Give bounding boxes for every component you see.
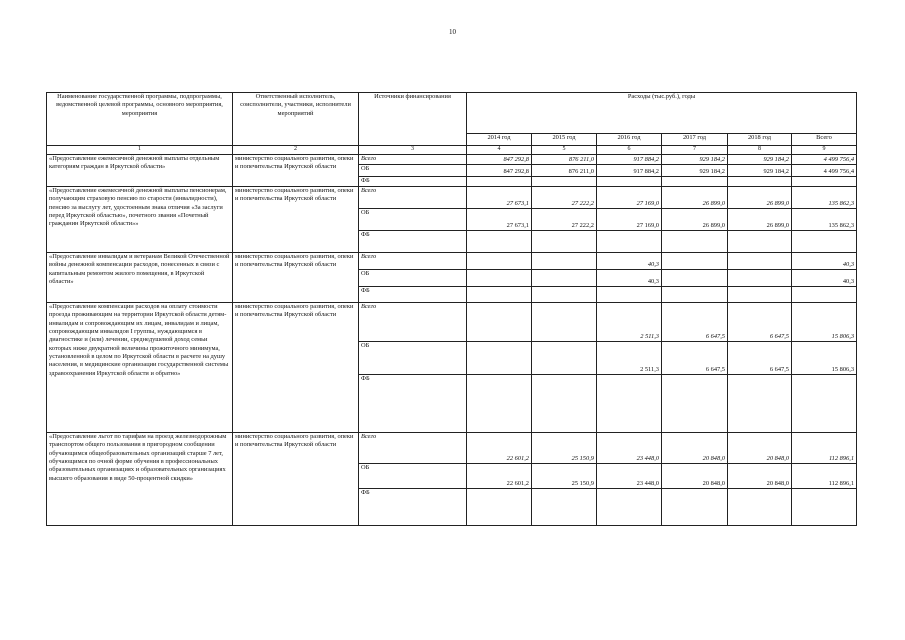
total-value: 40,3 <box>597 253 662 270</box>
total-value <box>467 253 532 270</box>
header-executor: Ответственный исполнитель, соисполнители, участники, исполнители мероприятий <box>233 93 359 146</box>
source-total: Всего <box>359 433 467 464</box>
source-ob: ОБ <box>359 270 467 287</box>
total-value: 929 184,2 <box>662 155 728 165</box>
header-source: Источники финансирования <box>359 93 467 146</box>
ob-value: 20 848,0 <box>728 464 792 489</box>
table-row <box>47 155 857 165</box>
program-name: «Предоставление инвалидам и ветеранам Великой Отечественной войны денежной компенсации расходов, понесенных в связи с капитальным ремонтом жилого помещения, в Иркутской области» <box>47 253 233 303</box>
header-year: 2017 год <box>662 134 728 146</box>
ob-value <box>728 270 792 287</box>
executor: министерство социального развития, опеки и попечительства Иркутской области <box>233 187 359 253</box>
col-number: 7 <box>662 146 728 155</box>
ob-value: 15 806,3 <box>792 342 857 375</box>
ob-value: 25 150,9 <box>532 464 597 489</box>
ob-value <box>467 342 532 375</box>
ob-value: 6 647,5 <box>662 342 728 375</box>
ob-value: 4 499 756,4 <box>792 165 857 177</box>
source-total: Всего <box>359 155 467 165</box>
ob-value: 22 601,2 <box>467 464 532 489</box>
total-value: 876 211,0 <box>532 155 597 165</box>
executor: министерство социального развития, опеки и попечительства Иркутской области <box>233 433 359 526</box>
ob-value <box>467 270 532 287</box>
total-value: 929 184,2 <box>728 155 792 165</box>
total-value: 27 222,2 <box>532 187 597 209</box>
ob-value: 929 184,2 <box>662 165 728 177</box>
ob-value: 27 222,2 <box>532 209 597 231</box>
ob-value: 2 511,3 <box>597 342 662 375</box>
ob-value: 929 184,2 <box>728 165 792 177</box>
source-total: Всего <box>359 303 467 342</box>
total-value: 23 448,0 <box>597 433 662 464</box>
col-number: 5 <box>532 146 597 155</box>
total-value: 6 647,5 <box>728 303 792 342</box>
col-number: 6 <box>597 146 662 155</box>
header-year: 2014 год <box>467 134 532 146</box>
ob-value: 20 848,0 <box>662 464 728 489</box>
source-ob: ОБ <box>359 342 467 375</box>
program-name: «Предоставление компенсации расходов на оплату стоимости проезда проживающим на территории Иркутской области детям-инвалидам и сопровождающим их лицам, инвалидам и лицам, сопровождающим инвалидов I группы, нуждающимся в диагностике и (или) лечении, среднедушевой доход семьи которых ниже двукратной величины прожиточного минимума, установленной в целом по Иркутской области в расчете на душу населения, в медицинские организации государственной системы здравоохранения Иркутской области и обратно» <box>47 303 233 433</box>
total-value <box>728 253 792 270</box>
source-fb: ФБ <box>359 489 467 526</box>
total-value: 20 848,0 <box>728 433 792 464</box>
total-value: 20 848,0 <box>662 433 728 464</box>
total-value: 15 806,3 <box>792 303 857 342</box>
ob-value: 27 673,1 <box>467 209 532 231</box>
ob-value <box>532 342 597 375</box>
executor: министерство социального развития, опеки и попечительства Иркутской области <box>233 155 359 187</box>
ob-value: 26 899,0 <box>728 209 792 231</box>
ob-value <box>662 270 728 287</box>
ob-value: 6 647,5 <box>728 342 792 375</box>
header-total: Всего <box>792 134 857 146</box>
total-value: 27 169,0 <box>597 187 662 209</box>
header-name: Наименование государственной программы, подпрограммы, ведомственной целевой программы, основного мероприятия, мероприятия <box>47 93 233 146</box>
ob-value: 876 211,0 <box>532 165 597 177</box>
total-value: 26 899,0 <box>728 187 792 209</box>
source-fb: ФБ <box>359 287 467 303</box>
ob-value: 40,3 <box>597 270 662 287</box>
budget-table <box>46 92 857 526</box>
header-year: 2015 год <box>532 134 597 146</box>
source-fb: ФБ <box>359 177 467 187</box>
col-number: 3 <box>359 146 467 155</box>
total-value: 25 150,9 <box>532 433 597 464</box>
total-value <box>662 253 728 270</box>
total-value: 4 499 756,4 <box>792 155 857 165</box>
ob-value: 917 884,2 <box>597 165 662 177</box>
col-number: 2 <box>233 146 359 155</box>
source-fb: ФБ <box>359 375 467 433</box>
ob-value: 40,3 <box>792 270 857 287</box>
total-value: 22 601,2 <box>467 433 532 464</box>
total-value: 135 862,3 <box>792 187 857 209</box>
source-ob: ОБ <box>359 209 467 231</box>
header-year: 2018 год <box>728 134 792 146</box>
total-value <box>532 253 597 270</box>
col-number: 4 <box>467 146 532 155</box>
table-row <box>47 433 857 464</box>
total-value: 2 511,3 <box>597 303 662 342</box>
ob-value: 135 862,3 <box>792 209 857 231</box>
total-value <box>532 303 597 342</box>
source-total: Всего <box>359 253 467 270</box>
total-value: 847 292,8 <box>467 155 532 165</box>
ob-value: 27 169,0 <box>597 209 662 231</box>
total-value: 40,3 <box>792 253 857 270</box>
col-number: 9 <box>792 146 857 155</box>
ob-value: 112 896,1 <box>792 464 857 489</box>
total-value: 6 647,5 <box>662 303 728 342</box>
total-value: 112 896,1 <box>792 433 857 464</box>
total-value: 27 673,1 <box>467 187 532 209</box>
ob-value: 847 292,8 <box>467 165 532 177</box>
source-fb: ФБ <box>359 231 467 253</box>
program-name: «Предоставление ежемесячной денежной выплаты пенсионерам, получающим страховую пенсию по старости (инвалидности), пенсию за выслугу лет, удостоенным знака отличия «За заслуги перед Иркутской областью», почетного звания «Почетный гражданин Иркутской области»» <box>47 187 233 253</box>
total-value: 917 884,2 <box>597 155 662 165</box>
ob-value <box>532 270 597 287</box>
col-number: 8 <box>728 146 792 155</box>
total-value: 26 899,0 <box>662 187 728 209</box>
source-ob: ОБ <box>359 464 467 489</box>
source-total: Всего <box>359 187 467 209</box>
col-number: 1 <box>47 146 233 155</box>
header-year: 2016 год <box>597 134 662 146</box>
table-row <box>47 303 857 342</box>
header-expenses: Расходы (тыс.руб.), годы <box>467 93 857 134</box>
executor: министерство социального развития, опеки и попечительства Иркутской области <box>233 303 359 433</box>
source-ob: ОБ <box>359 165 467 177</box>
table-row <box>47 253 857 270</box>
program-name: «Предоставление льгот по тарифам на проезд железнодорожным транспортом общего пользования в пригородном сообщении обучающимся общеобразовательных организаций старше 7 лет, обучающимся по очной форме обучения в профессиональных образовательных организациях и образовательных организациях высшего образования в виде 50-процентной скидки» <box>47 433 233 526</box>
page-number: 10 <box>449 28 456 36</box>
total-value <box>467 303 532 342</box>
program-name: «Предоставление ежемесячной денежной выплаты отдельным категориям граждан в Иркутской области» <box>47 155 233 187</box>
ob-value: 26 899,0 <box>662 209 728 231</box>
ob-value: 23 448,0 <box>597 464 662 489</box>
table-row <box>47 187 857 209</box>
executor: министерство социального развития, опеки и попечительства Иркутской области <box>233 253 359 303</box>
